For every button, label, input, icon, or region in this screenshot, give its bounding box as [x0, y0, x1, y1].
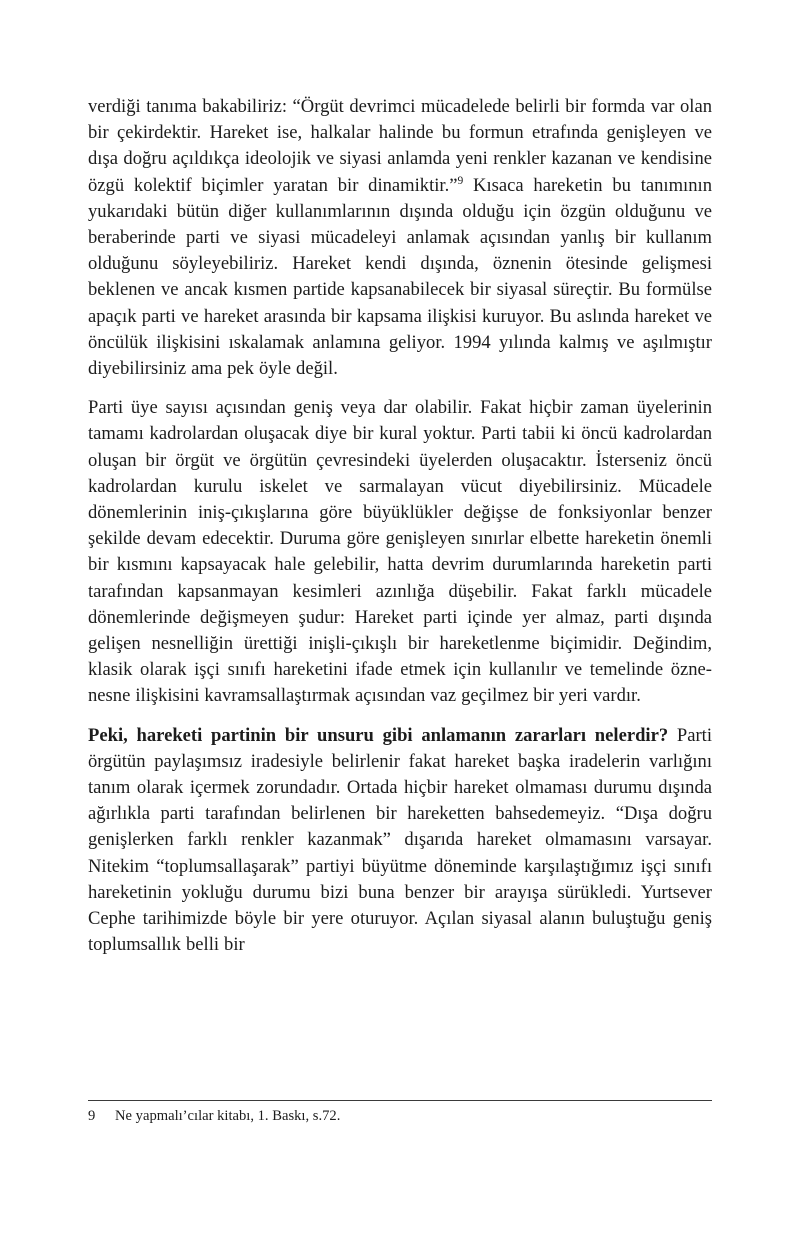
- paragraph-3-bold-lead: Peki, hareketi partinin bir unsuru gibi anlamanın zararları nelerdir?: [88, 724, 669, 746]
- footnote-text: Ne yapmalı’cılar kitabı, 1. Baskı, s.72.: [115, 1108, 341, 1124]
- paragraph-2: Parti üye sayısı açısından geniş veya dar olabilir. Fakat hiçbir zaman üyelerinin tamamı kadrolardan oluşacak diye bir kural yoktur. Parti tabii ki öncü kadrolardan oluşan bir örgüt ve örgütün çevresindeki üyelerden oluşacaktır. İsterseniz öncü kadrolardan kurulu iskelet ve sarmalayan vücut diyebilirsiniz. Mücadele dönemlerinin iniş-çıkışlarına göre büyüklükler değişse de fonksiyonlar benzer şekilde devam edecektir. Duruma göre genişleyen sınırlar elbette hareketin önemli bir kısmını kapsayacak hale gelebilir, hatta devrim durumlarında hareketin parti tarafından kapsanmayan kesimleri azınlığa düşebilir. Fakat farklı mücadele dönemlerinde değişmeyen şudur: Hareket parti içinde yer almaz, parti dışında gelişen nesnelliğin ürettiği inişli-çıkışlı bir hareketlenme biçimidir. Değindim, klasik olarak işçi sınıfı hareketini ifade etmek için kullanılır ve temelinde özne-nesne ilişkisini kavramsallaştırmak açısından vaz geçilmez bir yeri vardır.: [88, 397, 712, 707]
- paragraph-3-text: Parti örgütün paylaşımsız iradesiyle belirlenir fakat hareket başka iradelerin varlığını tanım olarak içermek zorundadır. Ortada hiçbir hareket olmaması durumu dışında ağırlıkla parti tarafından belirlenen bir hareketten bahsedemeyiz. “Dışa doğru genişlerken farklı renkler kazanmak” dışarıda hareket olmamasını varsayar. Nitekim “toplumsallaşarak” partiyi büyütme döneminde karşılaştığımız işçi sınıfı hareketinin yokluğu durumu bizi buna benzer bir arayışa sürükledi. Yurtsever Cephe tarihimizde böyle bir yere oturuyor. Açılan siyasal alanın buluştuğu geniş toplumsallık belli bir: [88, 724, 712, 956]
- footnote: [88, 1107, 712, 1126]
- paragraph-1: [88, 94, 712, 382]
- footnote-area: [88, 1100, 712, 1126]
- footnote-number: 9: [88, 1108, 96, 1124]
- paragraph-3: [88, 723, 712, 959]
- paragraph-1-text: verdiği tanıma bakabiliriz: “Örgüt devrimci mücadelede belirli bir formda var olan bir çekirdektir. Hareket ise, halkalar halinde bu formun etrafında genişleyen ve dışa doğru açıldıkça ideolojik ve siyasi anlamda yeni renkler kazanan ve kendisine özgü kolektif biçimler yaratan bir dinamiktir.”: [88, 96, 712, 196]
- page-text-content: [88, 94, 712, 959]
- paragraph-1-continuation: Kısaca hareketin bu tanımının yukarıdaki bütün diğer kullanımlarının dışında olduğu için özgün olduğunu ve beraberinde parti ve siyasi mücadeleyi anlamak açısından yanlış bir kullanım olduğunu söyleyebiliriz. Hareket kendi dışında, öznenin ötesinde gelişmesi beklenen ve ancak kısmen partide kapsanabilecek bir siyasal süreçtir. Bu formülse apaçık parti ve hareket arasında bir kapsama ilişkisi kuruyor. Bu aslında hareket ve öncülük ilişkisini ıskalamak anlamına geliyor. 1994 yılında kalmış ve aşılmıştır diyebilirsiniz ama pek öyle değil.: [88, 174, 712, 380]
- footnote-reference-9: 9: [457, 174, 464, 187]
- footnote-divider: [88, 1100, 712, 1101]
